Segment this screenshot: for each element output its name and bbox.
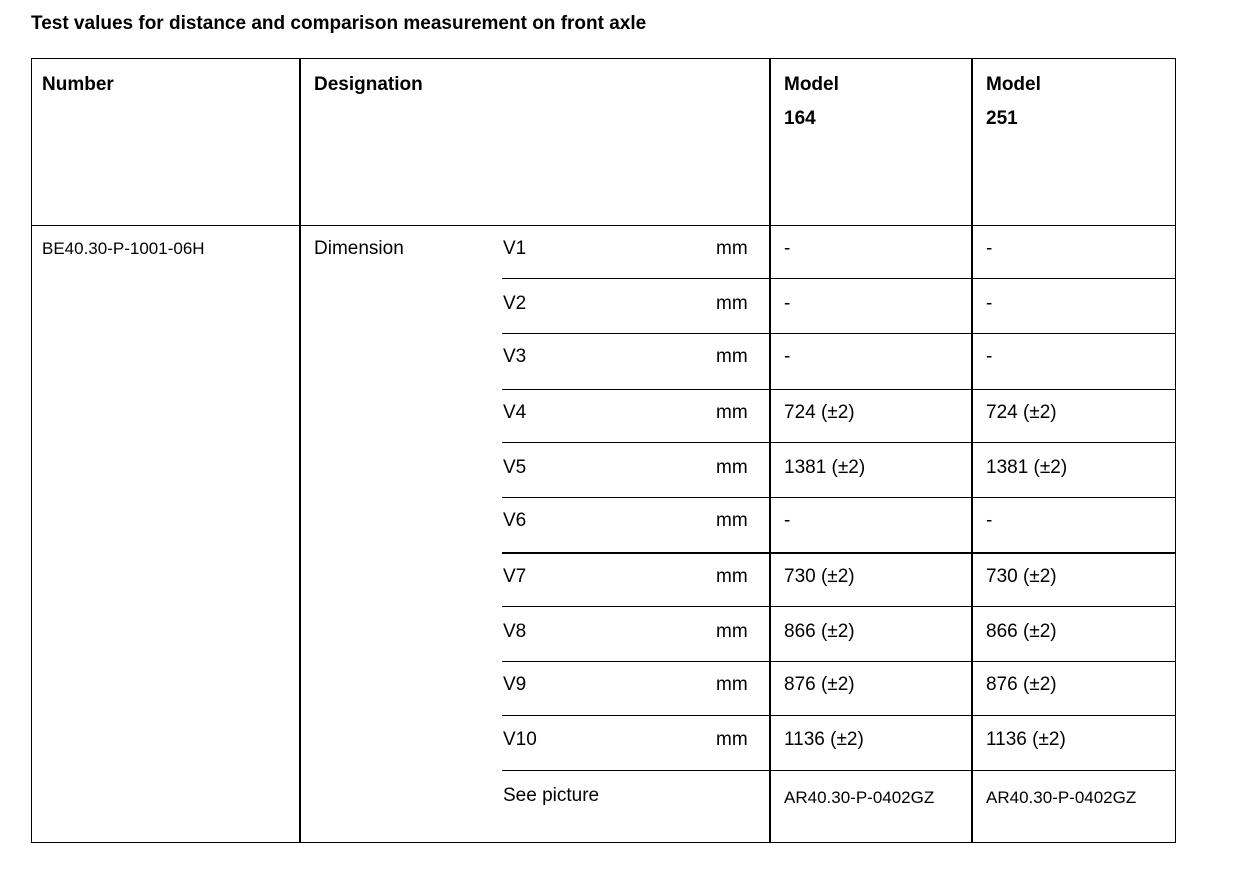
row-label: V7 (503, 566, 527, 587)
row-value-164: 866 (±2) (784, 621, 855, 642)
row-label: V8 (503, 621, 527, 642)
header-number: Number (42, 74, 114, 95)
row-value-251: - (986, 346, 993, 367)
row-value-251: 724 (±2) (986, 402, 1057, 423)
row-unit: mm (716, 674, 748, 695)
picture-ref-164: AR40.30-P-0402GZ (784, 788, 935, 807)
row-value-164: - (784, 293, 791, 314)
row-divider (502, 278, 1176, 279)
row-label: V1 (503, 238, 527, 259)
row-value-251: 866 (±2) (986, 621, 1057, 642)
row-value-164: - (784, 238, 791, 259)
divider-designation-model164 (769, 58, 771, 843)
header-divider (31, 225, 1176, 226)
row-unit: mm (716, 621, 748, 642)
row-value-251: - (986, 238, 993, 259)
row-divider (502, 661, 1176, 662)
row-value-164: 1381 (±2) (784, 457, 866, 478)
header-model-164-number: 164 (784, 108, 816, 129)
designation-value: Dimension (314, 238, 404, 259)
row-unit: mm (716, 402, 748, 423)
row-divider (502, 333, 1176, 334)
row-label: V2 (503, 293, 527, 314)
picture-label: See picture (503, 785, 600, 806)
row-divider (502, 497, 1176, 498)
row-unit: mm (716, 457, 748, 478)
row-label: V10 (503, 729, 537, 750)
row-unit: mm (716, 729, 748, 750)
row-value-251: - (986, 293, 993, 314)
row-divider (502, 606, 1176, 607)
row-divider (502, 770, 1176, 771)
row-unit: mm (716, 238, 748, 259)
document-number: BE40.30-P-1001-06H (42, 239, 205, 258)
row-value-164: - (784, 510, 791, 531)
row-unit: mm (716, 293, 748, 314)
row-value-164: 730 (±2) (784, 566, 855, 587)
header-designation: Designation (314, 74, 423, 95)
row-value-251: 1136 (±2) (986, 729, 1066, 750)
row-value-251: 1381 (±2) (986, 457, 1068, 478)
row-divider (502, 442, 1176, 443)
row-value-164: 876 (±2) (784, 674, 855, 695)
row-label: V6 (503, 510, 527, 531)
row-unit: mm (716, 566, 748, 587)
page-title: Test values for distance and comparison measurement on front axle (31, 13, 647, 34)
picture-ref-251: AR40.30-P-0402GZ (986, 788, 1137, 807)
row-label: V9 (503, 674, 527, 695)
row-divider (502, 389, 1176, 390)
row-value-251: - (986, 510, 993, 531)
row-value-164: 1136 (±2) (784, 729, 864, 750)
table-frame (31, 58, 1176, 843)
header-model-251-label: Model (986, 74, 1041, 95)
row-divider (502, 715, 1176, 716)
row-value-164: 724 (±2) (784, 402, 855, 423)
row-label: V4 (503, 402, 527, 423)
divider-model164-model251 (971, 58, 973, 843)
row-value-251: 876 (±2) (986, 674, 1057, 695)
header-model-251-number: 251 (986, 108, 1018, 129)
row-divider (502, 552, 1176, 554)
row-label: V3 (503, 346, 527, 367)
divider-number-designation (299, 58, 301, 843)
row-value-251: 730 (±2) (986, 566, 1057, 587)
row-label: V5 (503, 457, 527, 478)
row-value-164: - (784, 346, 791, 367)
row-unit: mm (716, 346, 748, 367)
row-unit: mm (716, 510, 748, 531)
header-model-164-label: Model (784, 74, 839, 95)
